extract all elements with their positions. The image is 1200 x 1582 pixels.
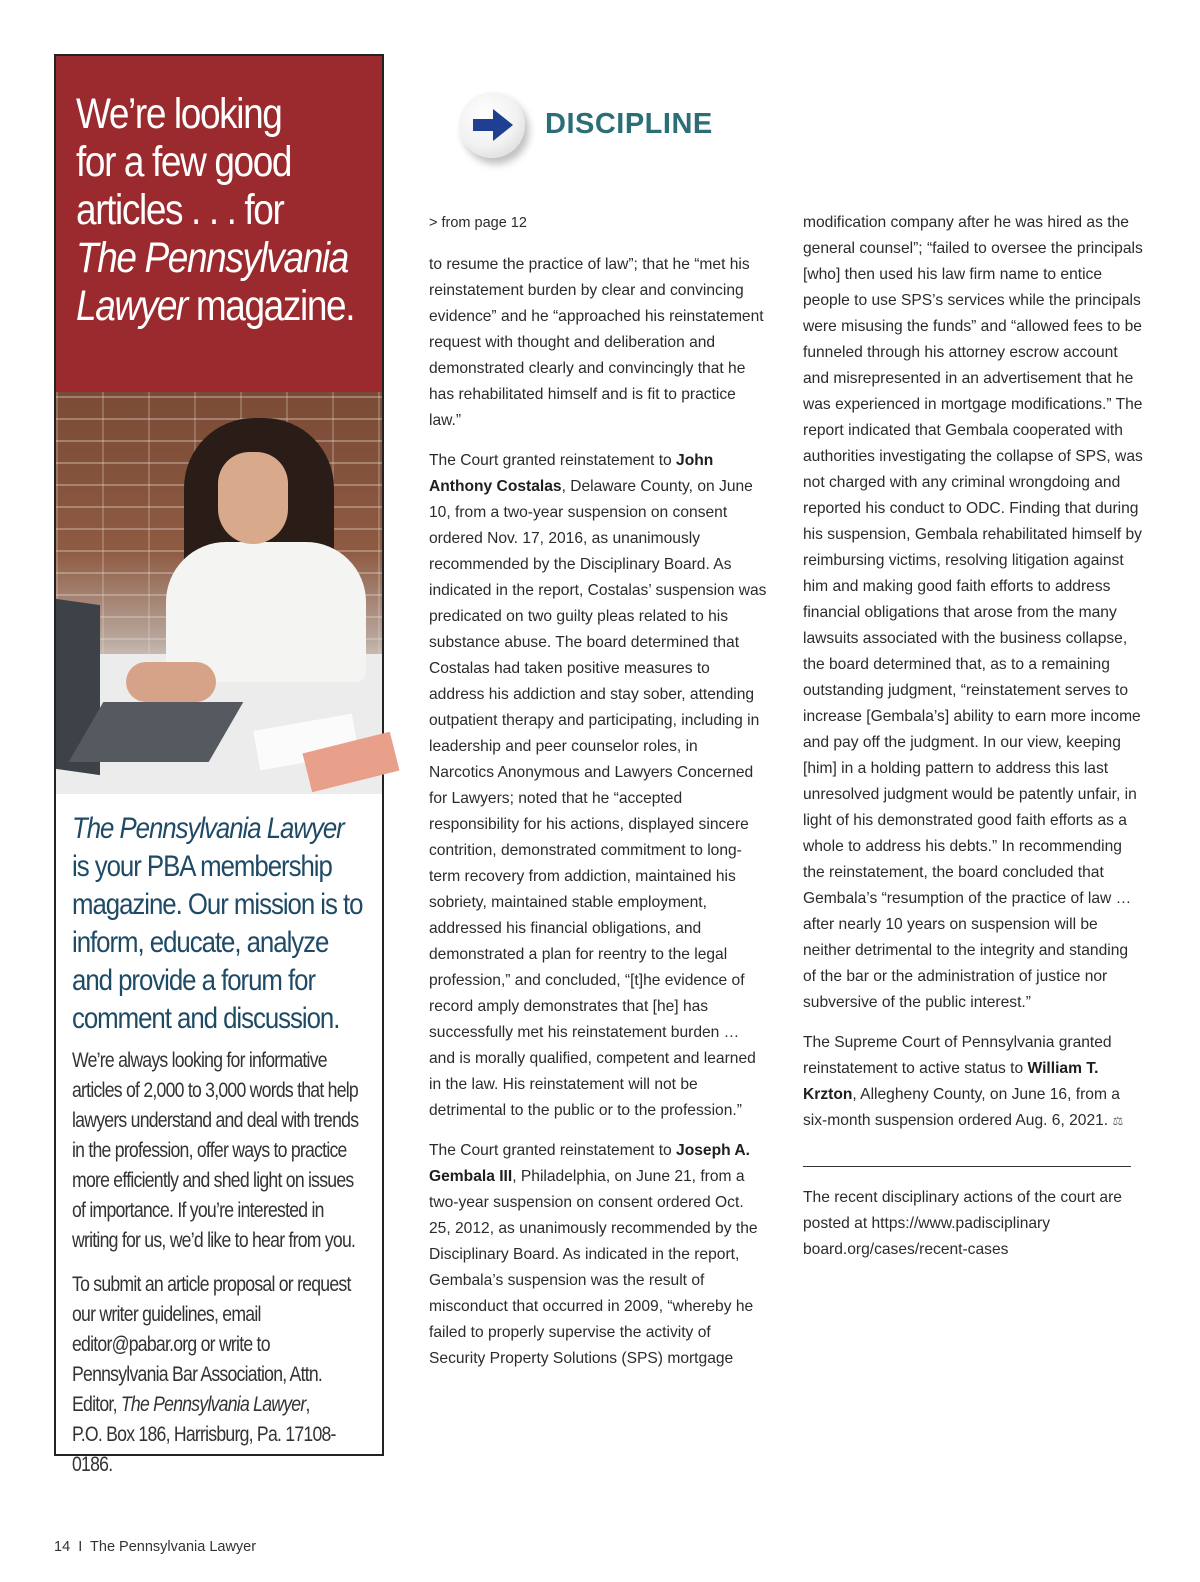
person-name: William T. Krzton	[803, 1060, 1099, 1103]
ad-paragraph-submit: To submit an article proposal or request our writer guidelines, email editor@pabar.org or write to Pennsylvania Bar Association, Attn. Editor, The Pennsylvania Lawyer, P.O. Box 186, Harrisburg, Pa. 17108-0186.	[72, 1273, 351, 1476]
ad-headline-italic: The Pennsylvania	[76, 234, 348, 282]
ad-details	[72, 1046, 366, 1480]
scales-end-icon: ⚖	[1112, 1114, 1124, 1128]
ad-mission-title: The Pennsylvania Lawyer	[72, 812, 344, 845]
page-number: 14	[54, 1539, 71, 1555]
section-title: DISCIPLINE	[545, 108, 713, 140]
ad-paragraph: We’re always looking for informative articles of 2,000 to 3,000 words that help lawyers understand and deal with trends in the profession, offer ways to practice more efficiently and shed light on issues of importance. If you’re interested in writing for us, we’d like to hear from you.	[72, 1049, 359, 1252]
ad-headline	[76, 90, 377, 330]
arrow-right-icon	[459, 92, 525, 158]
publication-name: The Pennsylvania Lawyer	[90, 1539, 257, 1555]
article-paragraph: The Court granted reinstatement to John Anthony Costalas, Delaware County, on June 10, from a two-year suspension on consent ordered Nov. 17, 2016, as unanimously recommended by the Disciplinary Board. As indicated in the report, Costalas’ suspension was predicated on two guilty pleas related to his substance abuse. The board determined that Costalas had taken positive measures to address his addiction and stay sober, attending outpatient therapy and participating, including in leadership and peer counselor roles, in Narcotics Anonymous and Lawyers Concerned for Lawyers; noted that he “accepted responsibility for his actions, displayed sincere contrition, demonstrated commitment to long-term recovery from addiction, maintained his sobriety, maintained stable employment, addressed his financial obligations, and demonstrated a plan for reentry to the legal profession,” and concluded, “[t]he evidence of record amply demonstrates that [he] has successfully met his reinstatement burden … and is morally qualified, competent and learned in the law. His reinstatement will not be detrimental to the public or to the profession.”	[429, 452, 767, 1119]
ad-mission-text: is your PBA membership magazine. Our mission is to inform, educate, analyze and provide a forum for comment and discussion.	[72, 850, 363, 1035]
article-paragraph: to resume the practice of law”; that he “met his reinstatement burden by clear and convincing evidence” and he “approached his reinstatement request with thought and deliberation and demonstrated clearly and convincingly that he has rehabilitated himself and is fit to practice law.”	[429, 256, 764, 429]
ad-headline-tail: magazine.	[186, 282, 355, 330]
person-name: John Anthony Costalas	[429, 452, 714, 495]
article-paragraph: The Court granted reinstatement to Joseph A. Gembala III, Philadelphia, on June 21, from a two-year suspension on consent ordered Oct. 25, 2012, as unanimously recommended by the Disciplinary Board. As indicated in the report, Gembala’s suspension was the result of misconduct that occurred in 2009, “whereby he failed to properly supervise the activity of Security Property Solutions (SPS) mortgage	[429, 1142, 758, 1367]
ad-headline-line: for a few good	[76, 138, 292, 186]
article-column-2	[803, 210, 1143, 1277]
article-column-1	[429, 210, 767, 1386]
ad-body	[56, 788, 382, 1480]
continued-from-page: > from page 12	[429, 215, 527, 231]
page-footer	[54, 1539, 256, 1555]
ad-mission	[72, 810, 364, 1038]
article-paragraph: modification company after he was hired as the general counsel”; “failed to oversee the principals [who] then used his law firm name to entice people to use SPS’s services while the principals were misusing the funds” and “allowed fees to be funneled through his attorney escrow account and misrepresented in an advertisement that he was experienced in mortgage modifications.” The report indicated that Gembala cooperated with authorities investigating the collapse of SPS, was not charged with any criminal wrongdoing and reported his conduct to ODC. Finding that during his suspension, Gembala rehabilitated himself by reimbursing victims, resolving litigation against him and making good faith efforts to address financial obligations that arose from the many lawsuits associated with the business collapse, the board determined that, as to a remaining outstanding judgment, “reinstatement serves to increase [Gembala’s] ability to earn more income and pay off the judgment. In our view, keeping [him] in a holding pattern to address this last unresolved judgment would be patently unfair, in light of his demonstrated good faith efforts as a whole to address his debts.” In recommending the reinstatement, the board concluded that Gembala’s “resumption of the practice of law … after nearly 10 years on suspension will be neither detrimental to the integrity and standing of the bar or the administration of justice nor subversive of the public interest.”	[803, 214, 1143, 1011]
ad-headline-italic: Lawyer	[76, 282, 187, 330]
footer-separator: I	[78, 1539, 83, 1555]
ad-photo-woman-at-laptop	[56, 392, 382, 788]
ad-headline-line: articles . . . for	[76, 186, 284, 234]
ad-panel	[54, 54, 384, 1476]
article-note: The recent disciplinary actions of the court are posted at https://www.padisciplinary board.org/cases/recent-cases	[803, 1189, 1122, 1258]
ad-headline-block	[56, 56, 382, 392]
person-name: Joseph A. Gembala III	[429, 1142, 750, 1185]
article-paragraph: The Supreme Court of Pennsylvania granted reinstatement to active status to William T. Krzton, Allegheny County, on June 16, from a six-month suspension ordered Aug. 6, 2021. ⚖	[803, 1034, 1124, 1129]
ad-headline-line: We’re looking	[76, 90, 282, 138]
divider	[803, 1166, 1131, 1167]
